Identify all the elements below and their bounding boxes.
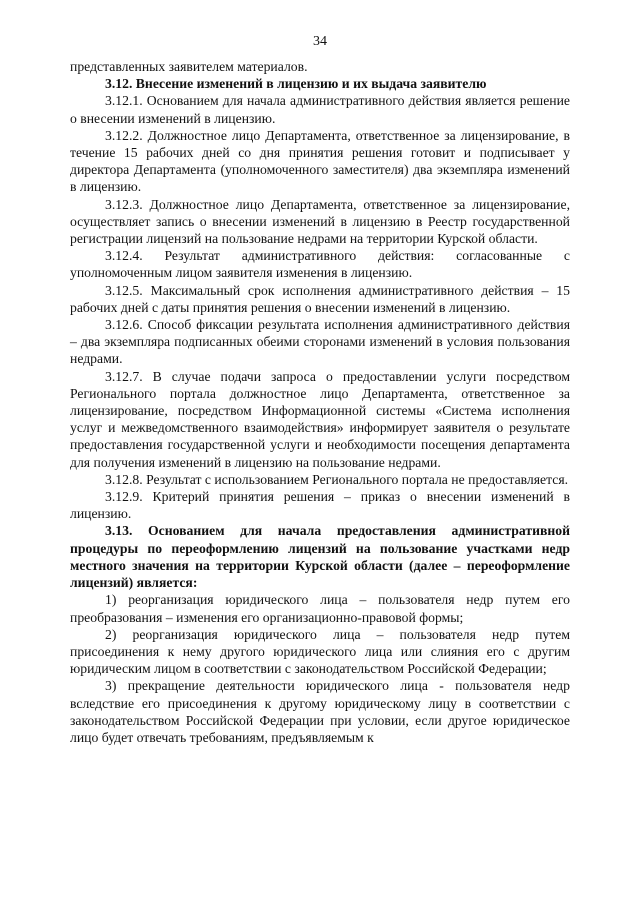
paragraph-3-12-1: 3.12.1. Основанием для начала административного действия является решение о внесении изменений в лицензию.: [70, 93, 570, 126]
document-body: [70, 58, 570, 746]
page-number: 34: [313, 34, 327, 49]
paragraph-continuation: представленных заявителем материалов.: [70, 59, 308, 74]
list-item-1: 1) реорганизация юридического лица – пользователя недр путем его преобразования – изменения его организационно-правовой формы;: [70, 592, 570, 625]
paragraph-3-12-2: 3.12.2. Должностное лицо Департамента, ответственное за лицензирование, в течение 15 рабочих дней со дня принятия решения готовит и подписывает у директора Департамента (уполномоченного заместителя) два экземпляра изменений в лицензию.: [70, 127, 570, 195]
paragraph-3-12-5: 3.12.5. Максимальный срок исполнения административного действия – 15 рабочих дней с даты принятия решения о внесении изменений в лицензию.: [70, 282, 570, 315]
paragraph-3-12-9: 3.12.9. Критерий принятия решения – приказ о внесении изменений в лицензию.: [70, 489, 570, 522]
paragraph-3-12-3: 3.12.3. Должностное лицо Департамента, ответственное за лицензирование, осуществляет запись о внесении изменений в лицензию в Реестр государственной регистрации лицензий на пользование недрами на территории Курской области.: [70, 196, 570, 247]
paragraph-3-12-7: 3.12.7. В случае подачи запроса о предоставлении услуги посредством Регионального портала должностное лицо Департамента, ответственное за лицензирование, посредством Информационной системы «Система исполнения услуг и межведомственного взаимодействия» информирует заявителя о результате предоставления государственной услуги и необходимости посещения департамента для получения изменений в лицензию на пользование недрами.: [70, 368, 570, 470]
paragraph-3-12-4: 3.12.4. Результат административного действия: согласованные с уполномоченным лицом заявителя изменения в лицензию.: [70, 248, 570, 281]
section-heading-3-13: 3.13. Основанием для начала предоставления административной процедуры по переоформлению лицензий на пользование участками недр местного значения на территории Курской области (далее – переоформление лицензий) является:: [70, 523, 570, 591]
list-item-2: 2) реорганизация юридического лица – пользователя недр путем присоединения к нему другого юридического лица или слияния его с другим юридическим лицом в соответствии с законодательством Российской Федерации;: [70, 626, 570, 677]
section-heading-3-12: 3.12. Внесение изменений в лицензию и их выдача заявителю: [105, 76, 487, 92]
paragraph-3-12-8: 3.12.8. Результат с использованием Регионального портала не предоставляется.: [105, 471, 569, 487]
paragraph-3-12-6: 3.12.6. Способ фиксации результата исполнения административного действия – два экземпляра подписанных обеими сторонами изменений в условия пользования недрами.: [70, 317, 570, 367]
list-item-3: 3) прекращение деятельности юридического лица - пользователя недр вследствие его присоединения к другому юридическому лицу в соответствии с законодательством Российской Федерации при условии, если другое юридическое лицо будет отвечать требованиям, предъявляемым к: [70, 678, 570, 745]
